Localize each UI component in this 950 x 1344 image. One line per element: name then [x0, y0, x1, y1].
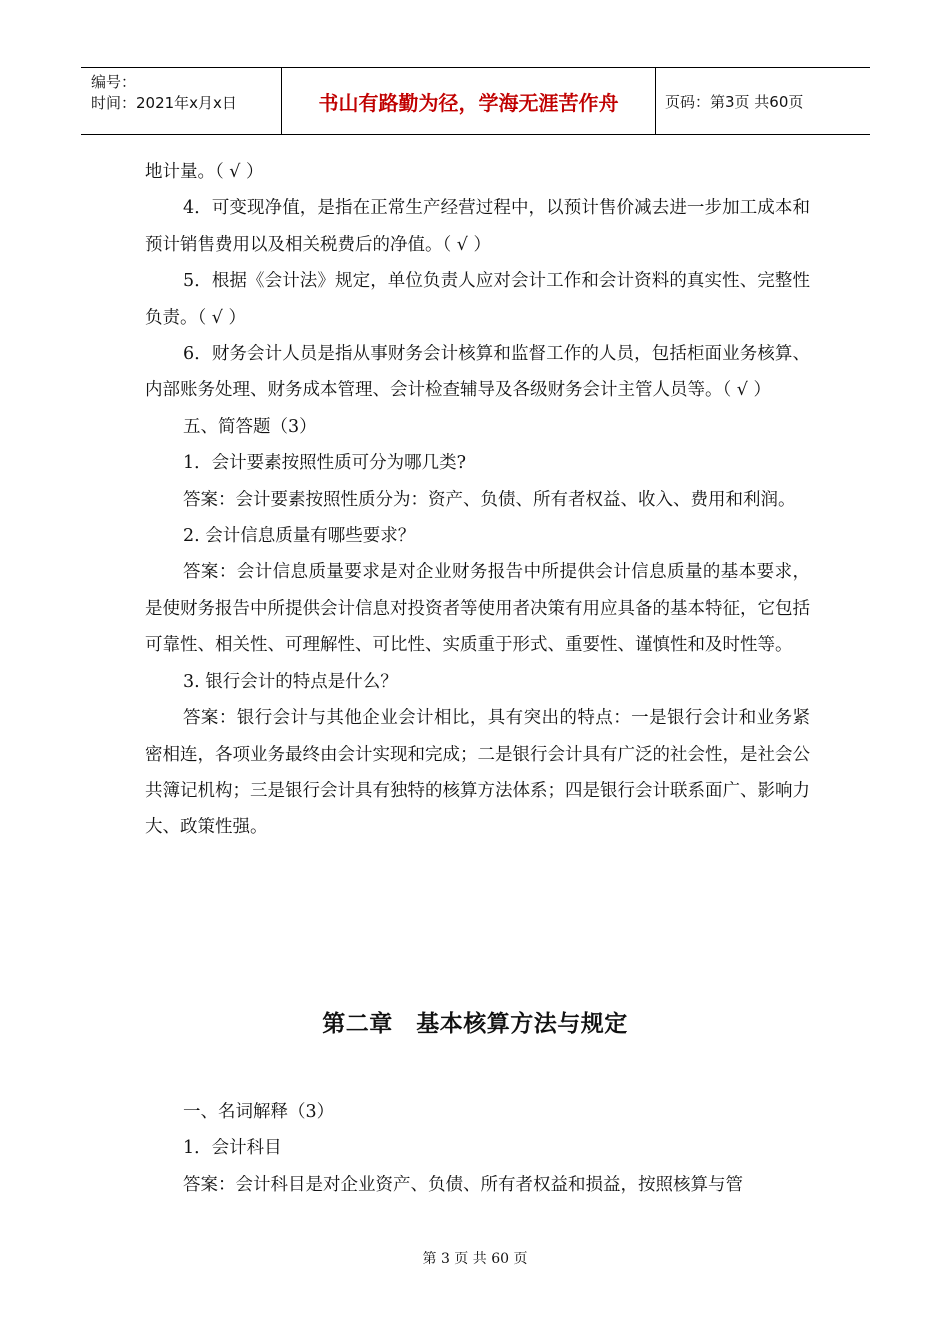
document-body-continued: [145, 1094, 810, 1203]
section-heading: 一、名词解释（3）: [183, 1102, 335, 1122]
answer: 答案：会计信息质量要求是对企业财务报告中所提供会计信息质量的基本要求，是使财务报告中所提供会计信息对投资者等使用者决策有用应具备的基本特征，它包括可靠性、相关性、可理解性、可比性、实质重于形式、重要性、谨慎性和及时性等。: [145, 562, 810, 656]
chapter-title: 第二章 基本核算方法与规定: [322, 1011, 628, 1037]
header-meta: [81, 68, 282, 134]
paragraph: 4．可变现净值，是指在正常生产经营过程中，以预计售价减去进一步加工成本和预计销售费用以及相关税费后的净值。（ √ ）: [145, 198, 810, 255]
time-label: 时间：2021年x月x日: [91, 94, 237, 112]
term: 1．会计科目: [183, 1138, 282, 1159]
page-footer: 第 3 页 共 60 页: [422, 1251, 528, 1267]
answer: 答案：银行会计与其他企业会计相比，具有突出的特点：一是银行会计和业务紧密相连，各项业务最终由会计实现和完成；二是银行会计具有广泛的社会性，是社会公共簿记机构；三是银行会计具有独特的核算方法体系；四是银行会计联系面广、影响力大、政策性强。: [145, 708, 810, 838]
section-heading: 五、简答题（3）: [183, 416, 317, 437]
document-body: [145, 154, 810, 846]
answer: 答案：会计科目是对企业资产、负债、所有者权益和损益，按照核算与管: [183, 1174, 743, 1195]
paragraph: 5．根据《会计法》规定，单位负责人应对会计工作和会计资料的真实性、完整性负责。（ √ ）: [145, 271, 810, 328]
question: 2. 会计信息质量有哪些要求？: [183, 526, 416, 547]
answer: 答案：会计要素按照性质分为：资产、负债、所有者权益、收入、费用和利润。: [183, 489, 796, 510]
question: 3. 银行会计的特点是什么？: [183, 671, 398, 692]
page-header: [81, 67, 870, 135]
header-motto: 书山有路勤为径，学海无涯苦作舟: [282, 68, 656, 134]
header-page-info: 页码：第3页 共60页: [665, 92, 804, 111]
number-label: 编号：: [91, 73, 137, 91]
question: 1．会计要素按照性质可分为哪几类?: [183, 453, 467, 474]
paragraph: 6．财务会计人员是指从事财务会计核算和监督工作的人员，包括柜面业务核算、内部账务处理、财务成本管理、会计检查辅导及各级财务会计主管人员等。（ √ ）: [145, 344, 810, 401]
paragraph: 地计量。（ √ ）: [145, 162, 264, 182]
